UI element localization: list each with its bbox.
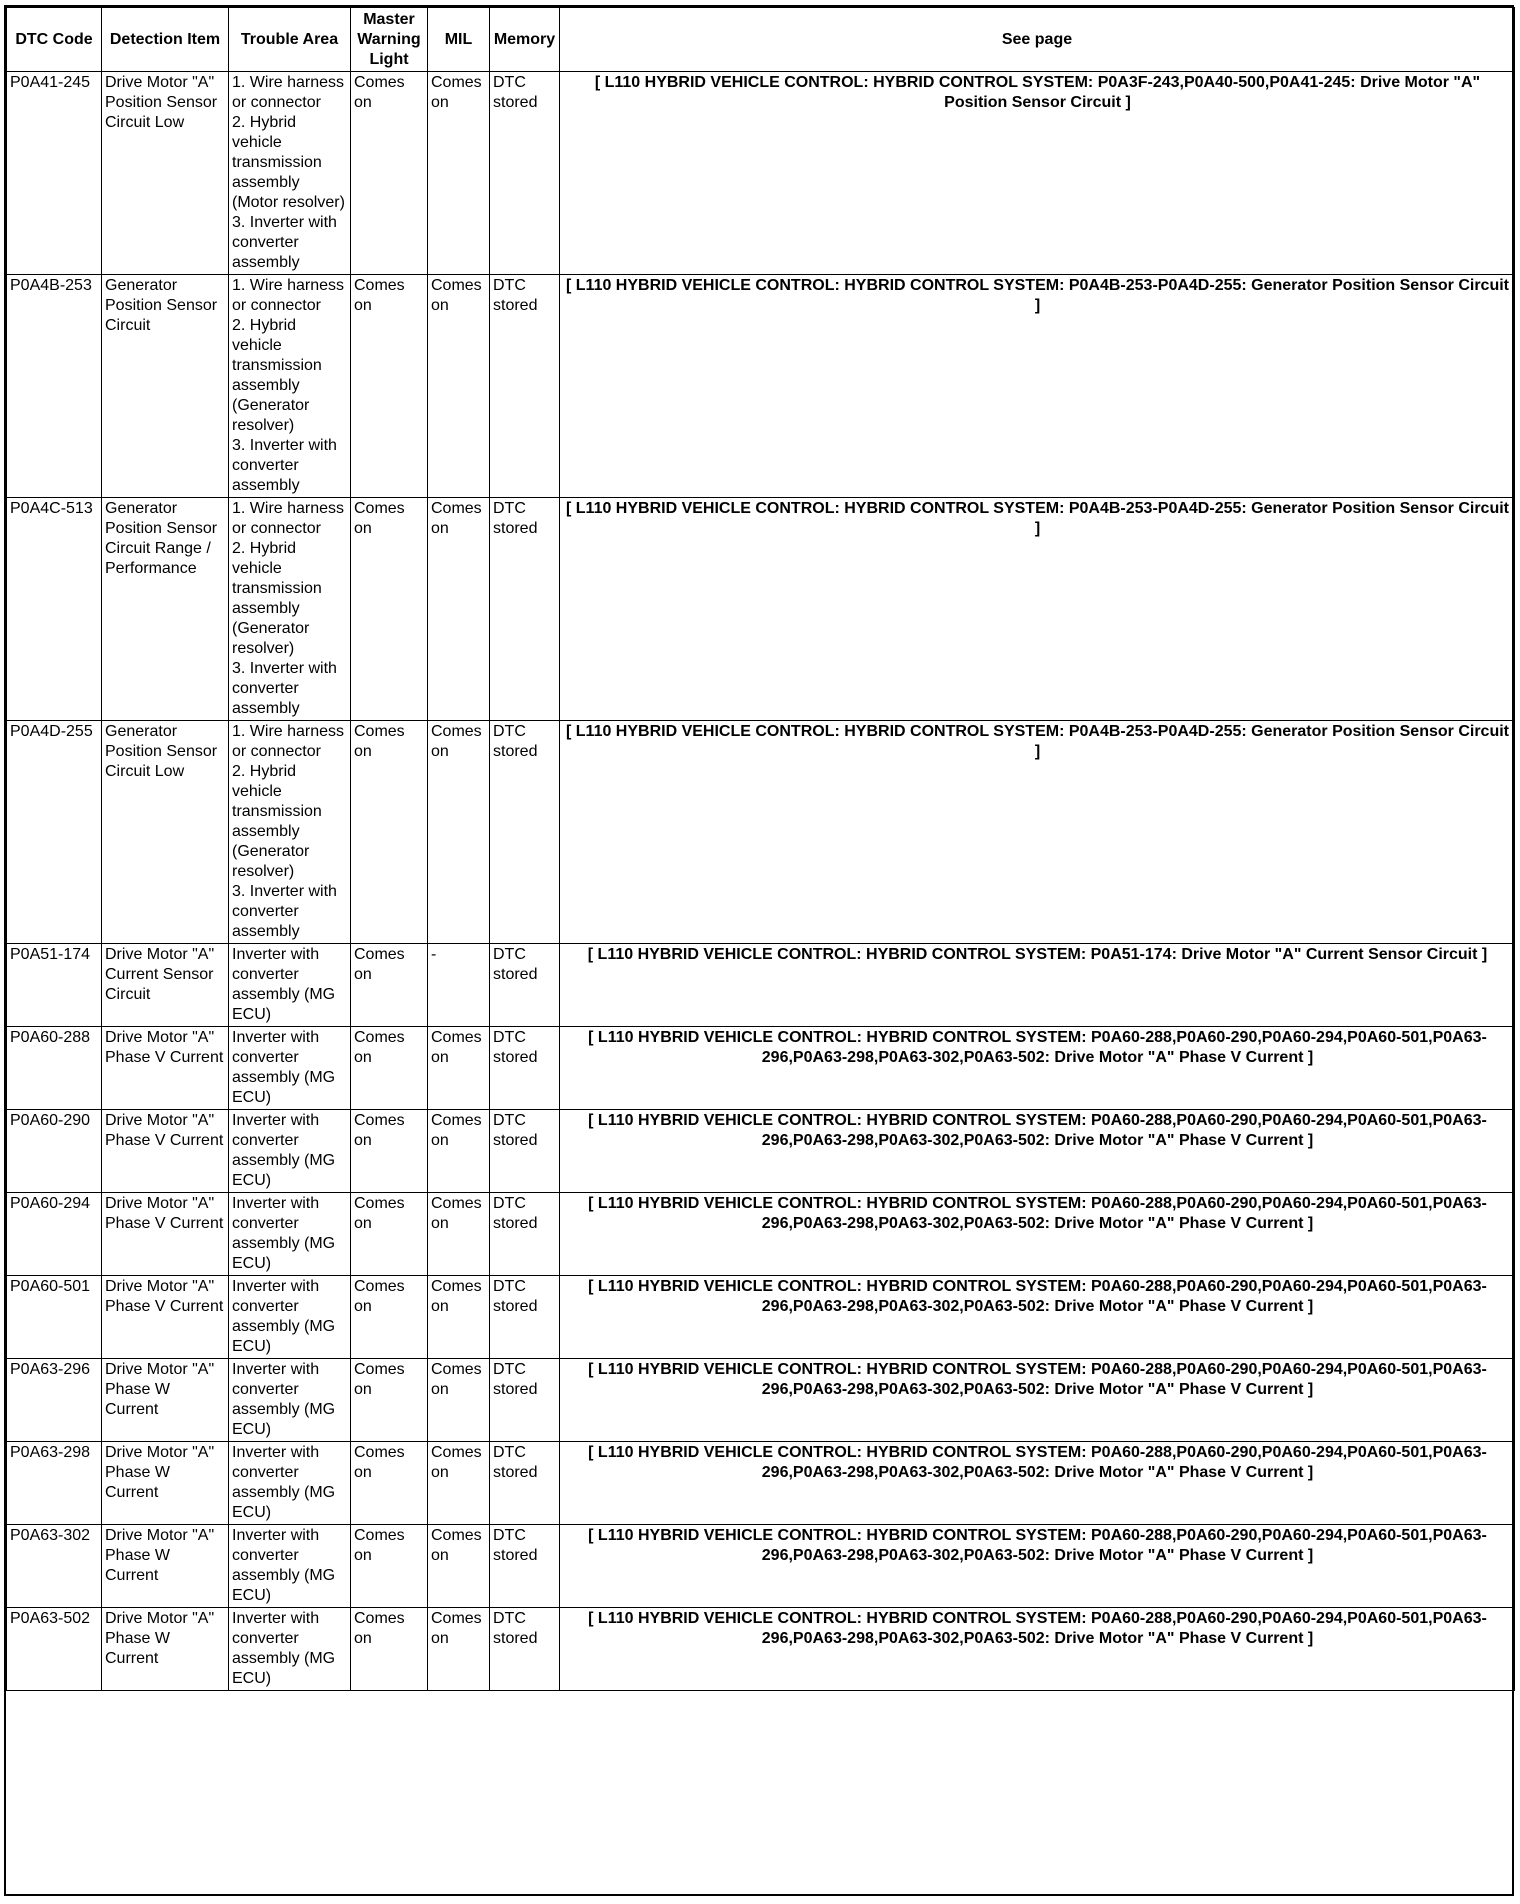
- cell-mil: Comes on: [428, 72, 490, 275]
- header-memory: Memory: [490, 8, 560, 72]
- cell-dtc-code: P0A63-296: [7, 1359, 102, 1442]
- table-row: [7, 1027, 1515, 1110]
- cell-dtc-code: P0A60-288: [7, 1027, 102, 1110]
- cell-see-page-link[interactable]: [ L110 HYBRID VEHICLE CONTROL: HYBRID CONTROL SYSTEM: P0A60-288,P0A60-290,P0A60-294,P0A60-501,P0A63-296,P0A63-298,P0A63-302,P0A63-502: Drive Motor "A" Phase V Current ]: [560, 1525, 1515, 1608]
- cell-master-warning-light: Comes on: [351, 721, 428, 944]
- table-row: [7, 275, 1515, 498]
- cell-mil: Comes on: [428, 1193, 490, 1276]
- cell-see-page-link[interactable]: [ L110 HYBRID VEHICLE CONTROL: HYBRID CONTROL SYSTEM: P0A60-288,P0A60-290,P0A60-294,P0A60-501,P0A63-296,P0A63-298,P0A63-302,P0A63-502: Drive Motor "A" Phase V Current ]: [560, 1608, 1515, 1691]
- cell-trouble-area: Inverter with converter assembly (MG ECU): [229, 1608, 351, 1691]
- table-row: [7, 1359, 1515, 1442]
- cell-dtc-code: P0A4C-513: [7, 498, 102, 721]
- cell-memory: DTC stored: [490, 275, 560, 498]
- cell-memory: DTC stored: [490, 1110, 560, 1193]
- cell-detection-item: Drive Motor "A" Phase V Current: [102, 1193, 229, 1276]
- cell-trouble-area: 1. Wire harness or connector 2. Hybrid vehicle transmission assembly (Generator resolver) 3. Inverter with converter assembly: [229, 721, 351, 944]
- cell-mil: Comes on: [428, 1608, 490, 1691]
- cell-trouble-area: 1. Wire harness or connector 2. Hybrid vehicle transmission assembly (Motor resolver) 3. Inverter with converter assembly: [229, 72, 351, 275]
- cell-memory: DTC stored: [490, 1525, 560, 1608]
- cell-detection-item: Drive Motor "A" Phase W Current: [102, 1608, 229, 1691]
- cell-dtc-code: P0A51-174: [7, 944, 102, 1027]
- cell-mil: Comes on: [428, 1442, 490, 1525]
- cell-detection-item: Drive Motor "A" Phase V Current: [102, 1276, 229, 1359]
- cell-detection-item: Generator Position Sensor Circuit: [102, 275, 229, 498]
- cell-memory: DTC stored: [490, 498, 560, 721]
- cell-master-warning-light: Comes on: [351, 498, 428, 721]
- cell-dtc-code: P0A63-298: [7, 1442, 102, 1525]
- table-row: [7, 1110, 1515, 1193]
- table-row: [7, 944, 1515, 1027]
- cell-dtc-code: P0A60-501: [7, 1276, 102, 1359]
- cell-see-page-link[interactable]: [ L110 HYBRID VEHICLE CONTROL: HYBRID CONTROL SYSTEM: P0A51-174: Drive Motor "A" Current Sensor Circuit ]: [560, 944, 1515, 1027]
- cell-memory: DTC stored: [490, 1027, 560, 1110]
- cell-see-page-link[interactable]: [ L110 HYBRID VEHICLE CONTROL: HYBRID CONTROL SYSTEM: P0A60-288,P0A60-290,P0A60-294,P0A60-501,P0A63-296,P0A63-298,P0A63-302,P0A63-502: Drive Motor "A" Phase V Current ]: [560, 1110, 1515, 1193]
- table-row: [7, 1276, 1515, 1359]
- cell-memory: DTC stored: [490, 1193, 560, 1276]
- cell-dtc-code: P0A60-294: [7, 1193, 102, 1276]
- cell-trouble-area: Inverter with converter assembly (MG ECU): [229, 1027, 351, 1110]
- cell-mil: Comes on: [428, 1525, 490, 1608]
- cell-trouble-area: Inverter with converter assembly (MG ECU): [229, 1110, 351, 1193]
- header-see-page: See page: [560, 8, 1515, 72]
- cell-mil: Comes on: [428, 1276, 490, 1359]
- table-row: [7, 1608, 1515, 1691]
- cell-master-warning-light: Comes on: [351, 1608, 428, 1691]
- cell-memory: DTC stored: [490, 1359, 560, 1442]
- cell-see-page-link[interactable]: [ L110 HYBRID VEHICLE CONTROL: HYBRID CONTROL SYSTEM: P0A4B-253-P0A4D-255: Generator Position Sensor Circuit ]: [560, 275, 1515, 498]
- header-master-warning-light: Master Warning Light: [351, 8, 428, 72]
- cell-see-page-link[interactable]: [ L110 HYBRID VEHICLE CONTROL: HYBRID CONTROL SYSTEM: P0A60-288,P0A60-290,P0A60-294,P0A60-501,P0A63-296,P0A63-298,P0A63-302,P0A63-502: Drive Motor "A" Phase V Current ]: [560, 1276, 1515, 1359]
- cell-detection-item: Generator Position Sensor Circuit Low: [102, 721, 229, 944]
- cell-memory: DTC stored: [490, 1442, 560, 1525]
- header-dtc-code: DTC Code: [7, 8, 102, 72]
- cell-dtc-code: P0A63-502: [7, 1608, 102, 1691]
- header-trouble-area: Trouble Area: [229, 8, 351, 72]
- cell-detection-item: Drive Motor "A" Phase W Current: [102, 1525, 229, 1608]
- cell-trouble-area: Inverter with converter assembly (MG ECU): [229, 1525, 351, 1608]
- header-detection-item: Detection Item: [102, 8, 229, 72]
- cell-detection-item: Drive Motor "A" Current Sensor Circuit: [102, 944, 229, 1027]
- cell-dtc-code: P0A63-302: [7, 1525, 102, 1608]
- table-row: [7, 72, 1515, 275]
- cell-see-page-link[interactable]: [ L110 HYBRID VEHICLE CONTROL: HYBRID CONTROL SYSTEM: P0A60-288,P0A60-290,P0A60-294,P0A60-501,P0A63-296,P0A63-298,P0A63-302,P0A63-502: Drive Motor "A" Phase V Current ]: [560, 1027, 1515, 1110]
- cell-memory: DTC stored: [490, 721, 560, 944]
- cell-trouble-area: Inverter with converter assembly (MG ECU): [229, 944, 351, 1027]
- cell-dtc-code: P0A4B-253: [7, 275, 102, 498]
- cell-mil: -: [428, 944, 490, 1027]
- cell-mil: Comes on: [428, 721, 490, 944]
- cell-see-page-link[interactable]: [ L110 HYBRID VEHICLE CONTROL: HYBRID CONTROL SYSTEM: P0A60-288,P0A60-290,P0A60-294,P0A60-501,P0A63-296,P0A63-298,P0A63-302,P0A63-502: Drive Motor "A" Phase V Current ]: [560, 1359, 1515, 1442]
- table-row: [7, 498, 1515, 721]
- cell-trouble-area: 1. Wire harness or connector 2. Hybrid vehicle transmission assembly (Generator resolver) 3. Inverter with converter assembly: [229, 498, 351, 721]
- cell-memory: DTC stored: [490, 944, 560, 1027]
- cell-mil: Comes on: [428, 1027, 490, 1110]
- cell-detection-item: Drive Motor "A" Phase W Current: [102, 1442, 229, 1525]
- cell-master-warning-light: Comes on: [351, 1276, 428, 1359]
- cell-master-warning-light: Comes on: [351, 1442, 428, 1525]
- table-body: [7, 72, 1515, 1691]
- cell-dtc-code: P0A4D-255: [7, 721, 102, 944]
- cell-master-warning-light: Comes on: [351, 1110, 428, 1193]
- table-row: [7, 1193, 1515, 1276]
- cell-trouble-area: Inverter with converter assembly (MG ECU): [229, 1359, 351, 1442]
- cell-mil: Comes on: [428, 498, 490, 721]
- cell-mil: Comes on: [428, 275, 490, 498]
- cell-trouble-area: 1. Wire harness or connector 2. Hybrid vehicle transmission assembly (Generator resolver) 3. Inverter with converter assembly: [229, 275, 351, 498]
- cell-dtc-code: P0A60-290: [7, 1110, 102, 1193]
- cell-see-page-link[interactable]: [ L110 HYBRID VEHICLE CONTROL: HYBRID CONTROL SYSTEM: P0A3F-243,P0A40-500,P0A41-245: Drive Motor "A" Position Sensor Circuit ]: [560, 72, 1515, 275]
- cell-detection-item: Drive Motor "A" Phase W Current: [102, 1359, 229, 1442]
- cell-detection-item: Drive Motor "A" Phase V Current: [102, 1027, 229, 1110]
- cell-detection-item: Generator Position Sensor Circuit Range / Performance: [102, 498, 229, 721]
- cell-see-page-link[interactable]: [ L110 HYBRID VEHICLE CONTROL: HYBRID CONTROL SYSTEM: P0A4B-253-P0A4D-255: Generator Position Sensor Circuit ]: [560, 498, 1515, 721]
- cell-see-page-link[interactable]: [ L110 HYBRID VEHICLE CONTROL: HYBRID CONTROL SYSTEM: P0A60-288,P0A60-290,P0A60-294,P0A60-501,P0A63-296,P0A63-298,P0A63-302,P0A63-502: Drive Motor "A" Phase V Current ]: [560, 1442, 1515, 1525]
- cell-master-warning-light: Comes on: [351, 1193, 428, 1276]
- cell-see-page-link[interactable]: [ L110 HYBRID VEHICLE CONTROL: HYBRID CONTROL SYSTEM: P0A60-288,P0A60-290,P0A60-294,P0A60-501,P0A63-296,P0A63-298,P0A63-302,P0A63-502: Drive Motor "A" Phase V Current ]: [560, 1193, 1515, 1276]
- cell-trouble-area: Inverter with converter assembly (MG ECU): [229, 1442, 351, 1525]
- dtc-table: [6, 7, 1515, 1691]
- cell-detection-item: Drive Motor "A" Position Sensor Circuit Low: [102, 72, 229, 275]
- cell-memory: DTC stored: [490, 1276, 560, 1359]
- cell-master-warning-light: Comes on: [351, 72, 428, 275]
- cell-trouble-area: Inverter with converter assembly (MG ECU): [229, 1193, 351, 1276]
- cell-master-warning-light: Comes on: [351, 1027, 428, 1110]
- cell-trouble-area: Inverter with converter assembly (MG ECU): [229, 1276, 351, 1359]
- cell-master-warning-light: Comes on: [351, 1525, 428, 1608]
- header-row: [7, 8, 1515, 72]
- cell-master-warning-light: Comes on: [351, 1359, 428, 1442]
- cell-mil: Comes on: [428, 1110, 490, 1193]
- table-row: [7, 1525, 1515, 1608]
- cell-memory: DTC stored: [490, 72, 560, 275]
- header-mil: MIL: [428, 8, 490, 72]
- table-header: [7, 8, 1515, 72]
- cell-memory: DTC stored: [490, 1608, 560, 1691]
- cell-dtc-code: P0A41-245: [7, 72, 102, 275]
- cell-detection-item: Drive Motor "A" Phase V Current: [102, 1110, 229, 1193]
- cell-mil: Comes on: [428, 1359, 490, 1442]
- cell-master-warning-light: Comes on: [351, 944, 428, 1027]
- table-row: [7, 721, 1515, 944]
- cell-master-warning-light: Comes on: [351, 275, 428, 498]
- cell-see-page-link[interactable]: [ L110 HYBRID VEHICLE CONTROL: HYBRID CONTROL SYSTEM: P0A4B-253-P0A4D-255: Generator Position Sensor Circuit ]: [560, 721, 1515, 944]
- table-row: [7, 1442, 1515, 1525]
